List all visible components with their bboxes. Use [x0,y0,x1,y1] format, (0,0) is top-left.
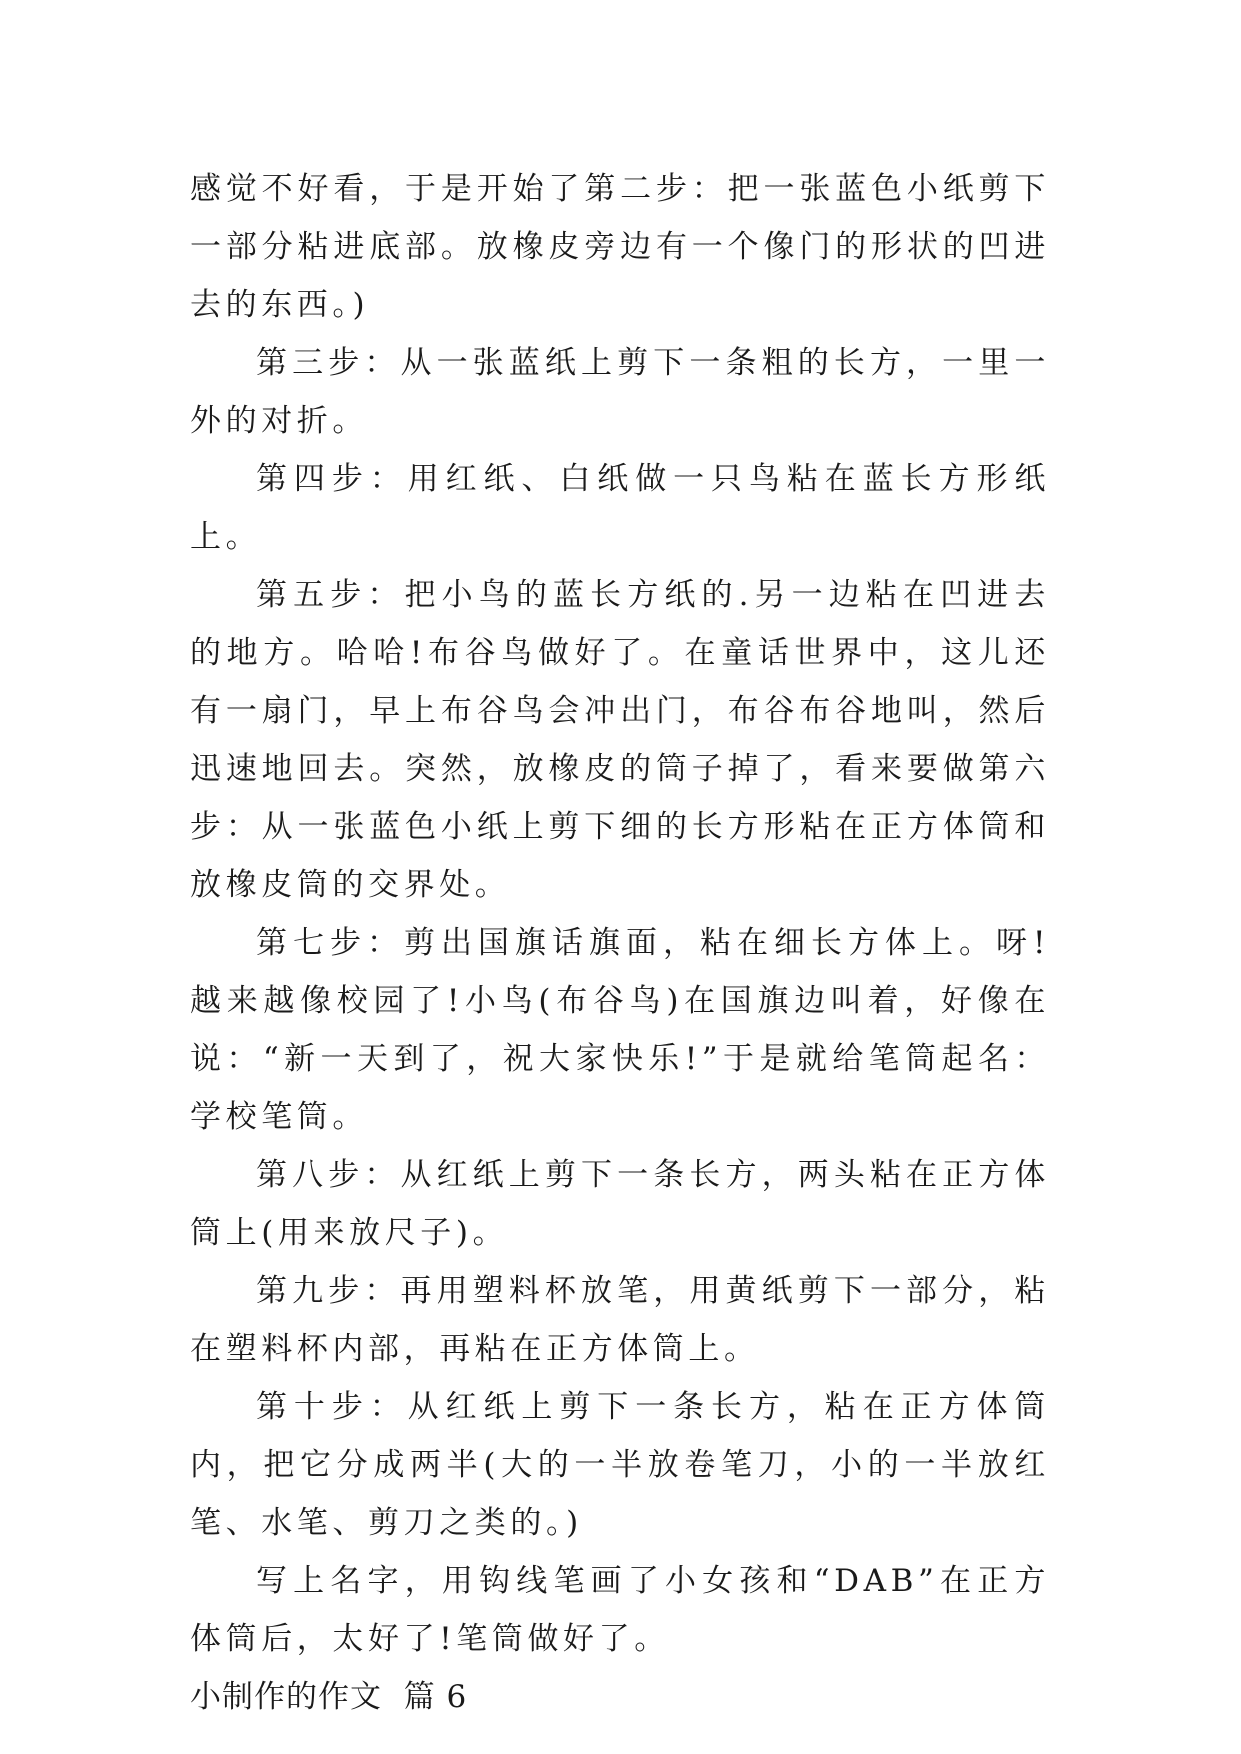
paragraph-step-5: 第五步：把小鸟的蓝长方纸的.另一边粘在凹进去的地方。哈哈!布谷鸟做好了。在童话世界中，这儿还有一扇门，早上布谷鸟会冲出门，布谷布谷地叫，然后迅速地回去。突然，放橡皮的筒子掉了，看来要做第六步：从一张蓝色小纸上剪下细的长方形粘在正方体筒和放橡皮筒的交界处。 [190,577,1050,903]
document-body [190,160,1050,1726]
paragraph-conclusion: 写上名字，用钩线笔画了小女孩和“DAB”在正方体筒后，太好了!笔筒做好了。 [190,1563,1050,1657]
paragraph-step-4: 第四步：用红纸、白纸做一只鸟粘在蓝长方形纸上。 [190,461,1050,555]
section-heading: 小制作的作文 篇 6 [190,1679,468,1715]
paragraph-step-7: 第七步：剪出国旗话旗面，粘在细长方体上。呀!越来越像校园了!小鸟(布谷鸟)在国旗边叫着，好像在说：“新一天到了，祝大家快乐!”于是就给笔筒起名：学校笔筒。 [190,925,1050,1135]
paragraph-step-10: 第十步：从红纸上剪下一条长方，粘在正方体筒内，把它分成两半(大的一半放卷笔刀，小的一半放红笔、水笔、剪刀之类的。) [190,1389,1050,1541]
paragraph-intro: 感觉不好看，于是开始了第二步：把一张蓝色小纸剪下一部分粘进底部。放橡皮旁边有一个像门的形状的凹进去的东西。) [190,171,1050,323]
paragraph-step-9: 第九步：再用塑料杯放笔，用黄纸剪下一部分，粘在塑料杯内部，再粘在正方体筒上。 [190,1273,1050,1367]
paragraph-step-8: 第八步：从红纸上剪下一条长方，两头粘在正方体筒上(用来放尺子)。 [190,1157,1050,1251]
paragraph-step-3: 第三步：从一张蓝纸上剪下一条粗的长方，一里一外的对折。 [190,345,1050,439]
